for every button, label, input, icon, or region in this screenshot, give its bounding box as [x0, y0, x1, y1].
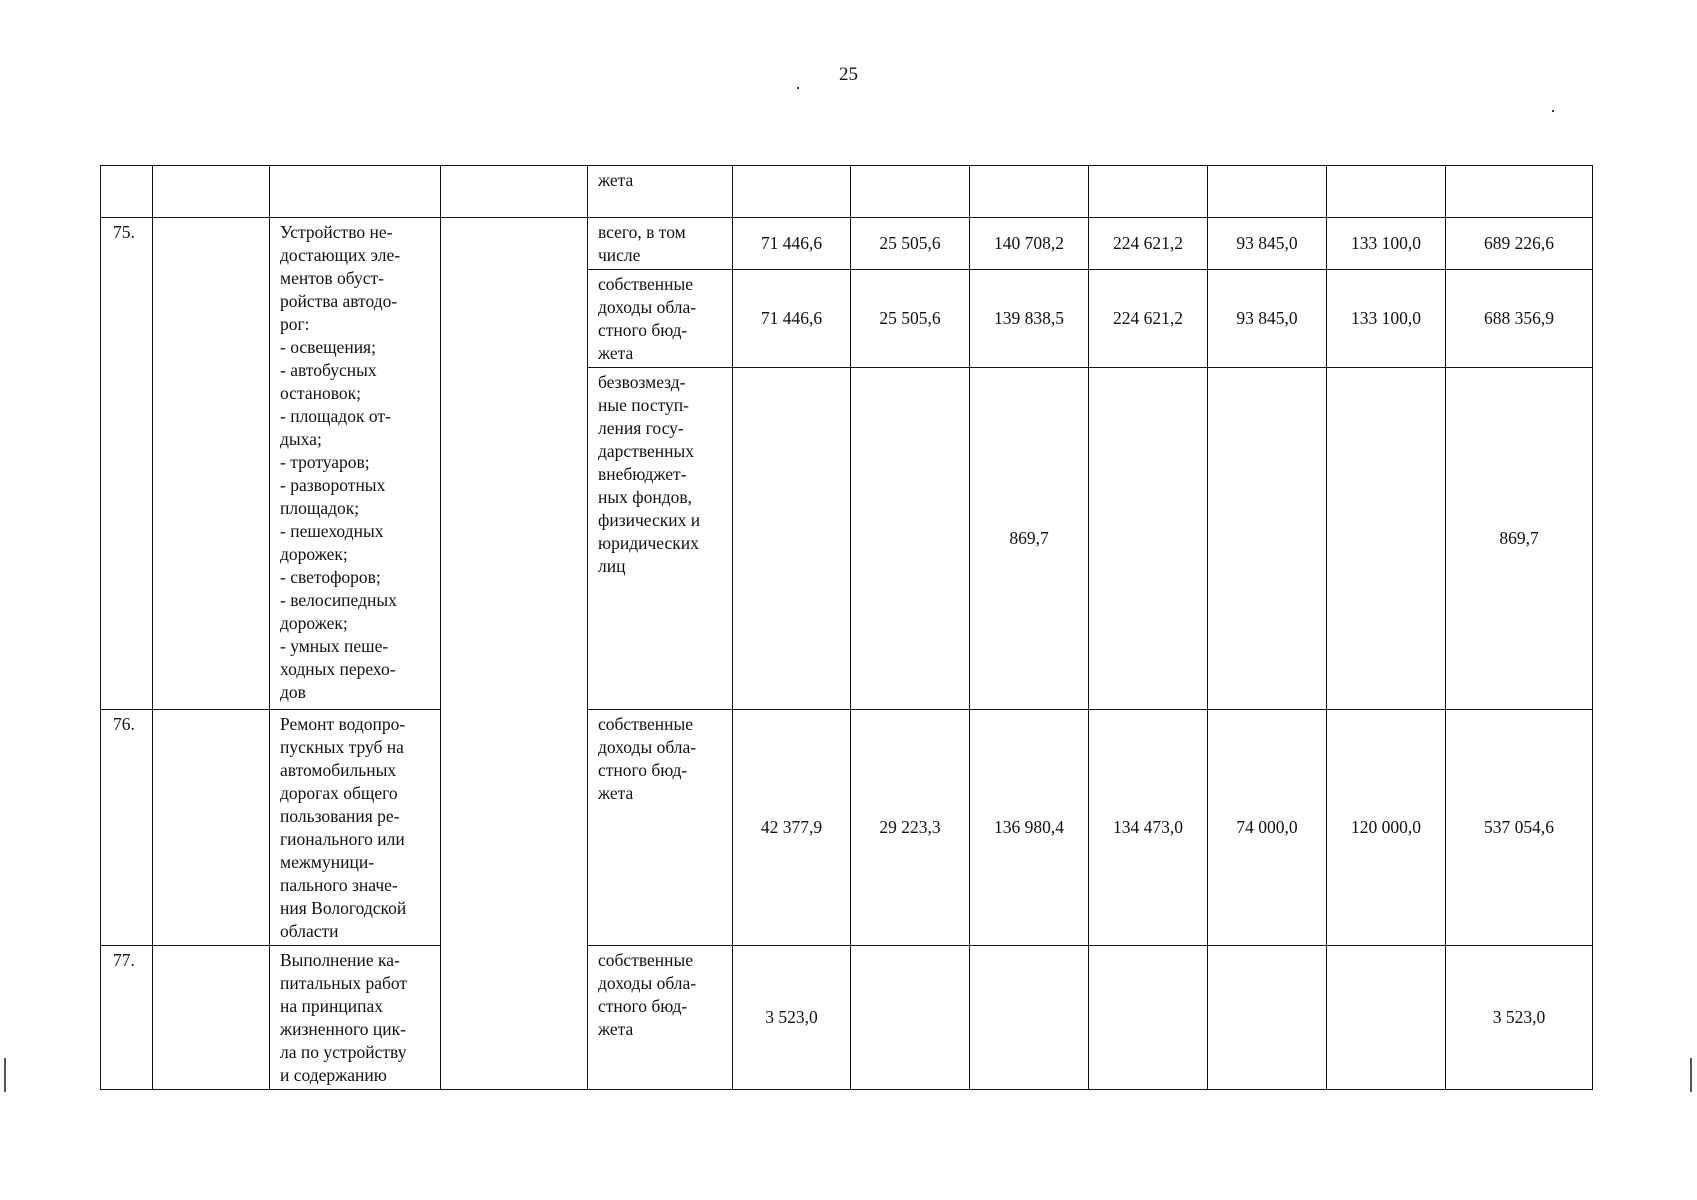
cell-value: [733, 368, 851, 710]
cell-value: [1446, 166, 1593, 218]
cell-value: [1089, 166, 1208, 218]
cell-value: 224 621,2: [1089, 218, 1208, 270]
cell-value: 140 708,2: [970, 218, 1089, 270]
cell-funding-source: жета: [588, 166, 733, 218]
cell-code: [153, 218, 270, 710]
cell-value: 71 446,6: [733, 218, 851, 270]
table-row: [101, 218, 1593, 270]
cell-value: [1208, 166, 1327, 218]
cell-code: [153, 710, 270, 946]
cell-value: [851, 166, 970, 218]
cell-value: 869,7: [970, 368, 1089, 710]
cell-code: [153, 166, 270, 218]
cell-value: 139 838,5: [970, 270, 1089, 368]
cell-value: [851, 368, 970, 710]
cell-index: 76.: [101, 710, 153, 946]
cell-index: [101, 166, 153, 218]
cell-index: 77.: [101, 946, 153, 1090]
table-row: [101, 710, 1593, 946]
cell-value: [970, 946, 1089, 1090]
cell-value: [851, 946, 970, 1090]
cell-value: [970, 166, 1089, 218]
budget-table: [100, 165, 1593, 1090]
cell-executor: [441, 166, 588, 218]
page-number: 25: [839, 64, 858, 85]
cell-description: Ремонт водопро- пускных труб на автомобильных дорогах общего пользования ре- гионального или межмуници- пального значе- ния Вологодской области: [270, 710, 441, 946]
scan-edge-mark: [4, 1058, 6, 1092]
scan-edge-mark: [1690, 1058, 1692, 1092]
scan-speck: [797, 87, 799, 89]
scan-speck: [1552, 110, 1554, 112]
cell-value: 224 621,2: [1089, 270, 1208, 368]
cell-value-total: 869,7: [1446, 368, 1593, 710]
cell-value: 71 446,6: [733, 270, 851, 368]
cell-value: [1089, 368, 1208, 710]
cell-value: 3 523,0: [733, 946, 851, 1090]
cell-value: 74 000,0: [1208, 710, 1327, 946]
cell-funding-source: собственные доходы обла- стного бюд- жета: [588, 270, 733, 368]
cell-code: [153, 946, 270, 1090]
table-row-continuation: [101, 166, 1593, 218]
cell-value: [733, 166, 851, 218]
cell-index: 75.: [101, 218, 153, 710]
cell-description: Устройство не- достающих эле- ментов обуст- ройства автодо- рог: - освещения; - автобусных остановок; - площадок от- дыха; - тротуаров; - разворотных площадок; - пешеходных дорожек; - светофоров; - велосипедных дорожек; - умных пеше- ходных перехо- дов: [270, 218, 441, 710]
cell-funding-source: безвозмезд- ные поступ- ления госу- дарственных внебюджет- ных фондов, физических и юридических лиц: [588, 368, 733, 710]
cell-funding-source: собственные доходы обла- стного бюд- жета: [588, 710, 733, 946]
cell-value: 93 845,0: [1208, 270, 1327, 368]
cell-value-total: 3 523,0: [1446, 946, 1593, 1090]
cell-value: 93 845,0: [1208, 218, 1327, 270]
cell-funding-source: собственные доходы обла- стного бюд- жета: [588, 946, 733, 1090]
cell-value-total: 689 226,6: [1446, 218, 1593, 270]
cell-value: 29 223,3: [851, 710, 970, 946]
cell-value: [1327, 368, 1446, 710]
cell-value: 25 505,6: [851, 218, 970, 270]
cell-value: [1327, 166, 1446, 218]
cell-funding-source: всего, в том числе: [588, 218, 733, 270]
cell-value: 136 980,4: [970, 710, 1089, 946]
cell-value: 25 505,6: [851, 270, 970, 368]
cell-executor: [441, 218, 588, 1090]
cell-value: 42 377,9: [733, 710, 851, 946]
cell-value: [1327, 946, 1446, 1090]
cell-value: 134 473,0: [1089, 710, 1208, 946]
cell-value: [1208, 368, 1327, 710]
cell-value: [1208, 946, 1327, 1090]
cell-value: 133 100,0: [1327, 218, 1446, 270]
table-row: [101, 946, 1593, 1090]
cell-value-total: 688 356,9: [1446, 270, 1593, 368]
cell-value-total: 537 054,6: [1446, 710, 1593, 946]
cell-description: [270, 166, 441, 218]
cell-description: Выполнение ка- питальных работ на принципах жизненного цик- ла по устройству и содержанию: [270, 946, 441, 1090]
cell-value: 120 000,0: [1327, 710, 1446, 946]
cell-value: 133 100,0: [1327, 270, 1446, 368]
cell-value: [1089, 946, 1208, 1090]
